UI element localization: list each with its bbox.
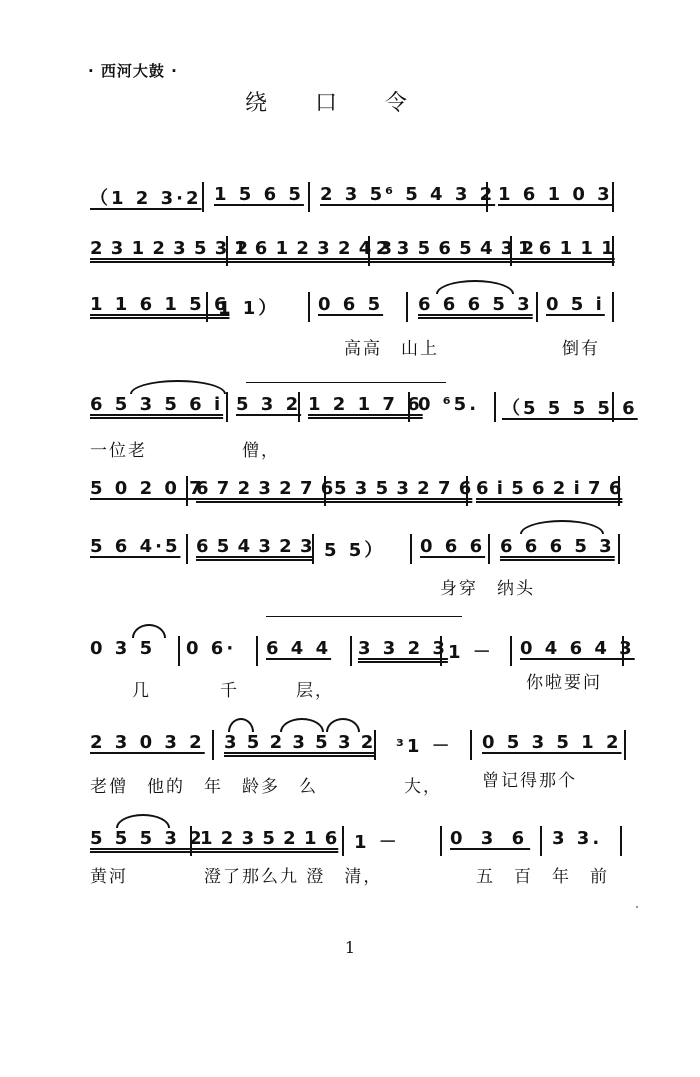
barline xyxy=(178,636,180,666)
lyric: 身穿 纳头 xyxy=(440,579,535,599)
barline xyxy=(494,392,496,422)
lyric: 你啦要问 xyxy=(526,673,602,693)
measure: 5 5 5 3 2 xyxy=(90,828,205,849)
slur xyxy=(132,624,166,638)
barline xyxy=(374,730,376,760)
measure: 0 5 i xyxy=(546,294,605,315)
barline xyxy=(226,236,228,266)
barline xyxy=(440,826,442,856)
measure: 6 4 4 xyxy=(266,638,332,659)
score-line-3 xyxy=(90,288,630,328)
barline xyxy=(620,826,622,856)
barline xyxy=(342,826,344,856)
score-line-7 xyxy=(90,632,635,672)
lyric: 老僧 他的 年 龄多 么 xyxy=(90,777,318,797)
measure: 6 6 6 5 3 xyxy=(500,536,615,557)
barline xyxy=(536,292,538,322)
lyric: 大， xyxy=(404,777,442,797)
lyric: 曾记得那个 xyxy=(482,771,577,791)
barline xyxy=(618,476,620,506)
barline xyxy=(612,292,614,322)
measure: 5 5） xyxy=(324,540,386,561)
measure: 1 － xyxy=(448,642,494,663)
lyric: 僧， xyxy=(242,441,280,461)
genre-label: · 西河大鼓 · xyxy=(88,62,178,80)
barline xyxy=(510,236,512,266)
lyric: 五 百 年 前 xyxy=(476,867,609,887)
lyric: 千 xyxy=(220,681,239,701)
barline xyxy=(350,636,352,666)
score-line-2 xyxy=(90,232,630,272)
barline xyxy=(440,636,442,666)
barline xyxy=(186,476,188,506)
slur xyxy=(436,280,514,294)
barline xyxy=(612,392,614,422)
measure: （5 5 5 5 6 xyxy=(502,398,638,419)
measure: 0 6· xyxy=(186,638,237,659)
lyric: 层， xyxy=(296,681,334,701)
measure: 2 3 5⁶ 5 4 3 2 xyxy=(320,184,496,205)
phrase-bracket xyxy=(246,382,446,383)
measure: 2 3 0 3 2 xyxy=(90,732,205,753)
lyric: 黄河 xyxy=(90,867,128,887)
barline xyxy=(190,826,192,856)
slur xyxy=(280,718,324,732)
lyric: 倒有 xyxy=(562,339,600,359)
measure: 1 2 3 5 2 1 6 xyxy=(200,828,339,849)
barline xyxy=(186,534,188,564)
barline xyxy=(618,534,620,564)
measure: 0 4 6 4 3 xyxy=(520,638,635,659)
measure: （1 2 3·2 xyxy=(90,188,202,209)
measure: 0 6 5 xyxy=(318,294,384,315)
measure: 5 6 4·5 xyxy=(90,536,181,557)
slur xyxy=(326,718,360,732)
barline xyxy=(256,636,258,666)
measure: 6 5 4 3 2 3 xyxy=(196,536,314,557)
barline xyxy=(324,476,326,506)
barline xyxy=(226,392,228,422)
measure: 2 3 1 2 3 5 3 2 xyxy=(90,238,250,259)
measure: 1 2 1 7 6 xyxy=(308,394,423,415)
measure: 6 i 5 6 2 i 7 6 xyxy=(476,478,623,499)
measure: 1 － xyxy=(354,832,400,853)
measure: 1 6 1 0 3 xyxy=(498,184,613,205)
phrase-bracket xyxy=(266,616,462,617)
barline xyxy=(612,182,614,212)
measure: 5 3 5 3 2 7 6 xyxy=(334,478,473,499)
measure: ³1 － xyxy=(396,736,453,757)
lyric: 澄了那么九 澄 清， xyxy=(204,867,383,887)
measure: 0 ⁶5. xyxy=(418,394,480,415)
lyric: 几 xyxy=(132,681,151,701)
measure: 1 1 6 1 5 6 xyxy=(90,294,230,315)
barline xyxy=(488,534,490,564)
barline xyxy=(612,236,614,266)
measure: 2 3 5 6 5 4 3 2 xyxy=(376,238,536,259)
lyric: 一位老 xyxy=(90,441,147,461)
score-line-5 xyxy=(90,472,630,512)
slur xyxy=(116,814,170,828)
measure: 5 3 2 xyxy=(236,394,302,415)
barline xyxy=(510,636,512,666)
barline xyxy=(624,730,626,760)
measure: 1 6 1 2 3 2 4 3 xyxy=(234,238,394,259)
slur xyxy=(520,520,604,534)
slur xyxy=(228,718,254,732)
barline xyxy=(410,534,412,564)
score-line-1 xyxy=(90,178,630,218)
measure: 1 5 6 5 xyxy=(214,184,304,205)
barline xyxy=(308,292,310,322)
barline xyxy=(202,182,204,212)
barline xyxy=(212,730,214,760)
score-line-8 xyxy=(90,726,630,766)
score-line-6 xyxy=(90,530,630,570)
measure: 0 5 3 5 1 2 xyxy=(482,732,622,753)
barline xyxy=(406,292,408,322)
lyric: 高高 山上 xyxy=(344,339,439,359)
measure: 0 3 6 xyxy=(450,828,531,849)
barline xyxy=(486,182,488,212)
measure: 5 0 2 0 7 xyxy=(90,478,205,499)
score-line-4 xyxy=(90,388,638,428)
barline xyxy=(470,730,472,760)
measure: 1 6 1 1 1 xyxy=(518,238,615,259)
measure: 3 3. xyxy=(552,828,603,849)
page-number: 1 xyxy=(344,938,356,957)
measure: 3 5 2 3 5 3 2 xyxy=(224,732,376,753)
measure: 1 1） xyxy=(218,298,280,319)
barline xyxy=(368,236,370,266)
barline xyxy=(298,392,300,422)
scan-speck xyxy=(636,906,638,908)
piece-title: 绕口令 xyxy=(244,91,455,116)
measure: 6 6 6 5 3 xyxy=(418,294,533,315)
barline xyxy=(540,826,542,856)
barline xyxy=(622,636,624,666)
measure: 0 3 5 xyxy=(90,638,156,659)
measure: 6 5 3 5 6 i xyxy=(90,394,224,415)
measure: 0 6 6 xyxy=(420,536,486,557)
measure: 3 3 2 3 xyxy=(358,638,448,659)
barline xyxy=(408,392,410,422)
barline xyxy=(312,534,314,564)
barline xyxy=(308,182,310,212)
barline xyxy=(206,292,208,322)
slur xyxy=(130,380,226,394)
barline xyxy=(466,476,468,506)
score-line-9 xyxy=(90,822,630,862)
measure: 6 7 2 3 2 7 6 xyxy=(196,478,335,499)
